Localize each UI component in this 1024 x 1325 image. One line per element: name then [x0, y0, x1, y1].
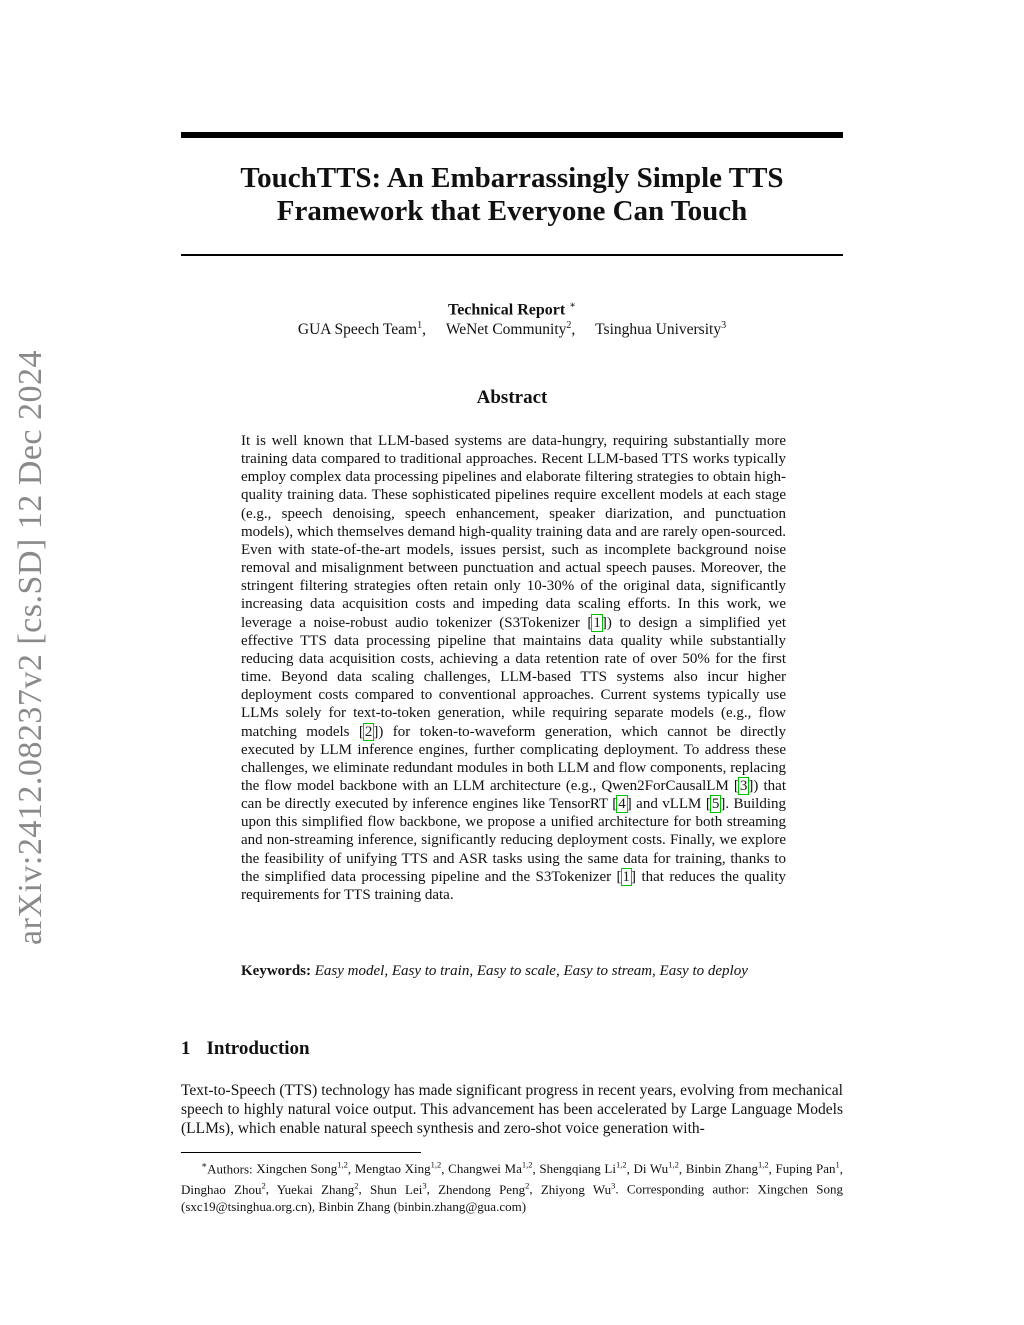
citation-link[interactable]: 2	[364, 723, 373, 740]
affiliations	[181, 320, 843, 339]
author-name: Xingchen Song$^{1,2}$	[256, 1160, 348, 1177]
author-name: Fuping Pan$^1$	[775, 1160, 840, 1177]
title-line-2: Framework that Everyone Can Touch	[276, 195, 748, 227]
section-title: Introduction	[206, 1038, 310, 1059]
citation-link[interactable]: 4	[618, 796, 626, 813]
report-type	[181, 300, 843, 319]
footnote: ∗Authors: Xingchen Song$^{1,2}$, Mengtao Xing$^{1,2}$, Changwei Ma$^{1,2}$, Shengqiang Li$^{1,2}$, Di Wu$^{1,2}$, Binbin Zhang$^{1,2}$, Fuping Pan$^1$, Dinghao Zhou$^2$, Yuekai Zhang$^2$, Shun Lei$^3$, Zhendong Peng$^2$, Zhiyong Wu$^3$. Corresponding author: Xingchen Song (sxc19@tsinghua.org.cn), Binbin Zhang (binbin.zhang@gua.com)	[181, 1160, 844, 1214]
citation-link[interactable]: 5	[711, 796, 720, 813]
title-line-1: TouchTTS: An Embarrassingly Simple TTS	[240, 162, 784, 194]
report-label: Technical Report	[448, 301, 566, 319]
keywords-label: Keywords:	[241, 963, 311, 979]
affiliation-2: Tsinghua University$^3$	[595, 320, 727, 339]
author-name: Shengqiang Li$^{1,2}$	[539, 1160, 627, 1177]
affiliation-0: GUA Speech Team$^1$,	[297, 320, 426, 339]
author-name: Zhendong Peng$^2$	[438, 1180, 530, 1197]
author-list: Xingchen Song$^{1,2}$, Mengtao Xing$^{1,2}$, Changwei Ma$^{1,2}$, Shengqiang Li$^{1,2}$, Di Wu$^{1,2}$, Binbin Zhang$^{1,2}$, Fuping Pan$^1$, Dinghao Zhou$^2$, Yuekai Zhang$^2$, Shun Lei$^3$, Zhendong Peng$^2$, Zhiyong Wu$^3$.	[181, 1160, 844, 1197]
corresponding-author: Corresponding author: Xingchen Song (sxc19@tsinghua.org.cn), Binbin Zhang (binbin.zhang@gua.com)	[181, 1181, 844, 1214]
report-footnote-mark[interactable]: ∗	[569, 300, 576, 311]
section-number: 1	[181, 1038, 191, 1059]
author-name: Yuekai Zhang$^2$	[276, 1180, 359, 1197]
title-top-rule	[181, 132, 843, 138]
author-name: Binbin Zhang$^{1,2}$	[685, 1160, 769, 1177]
author-name: Changwei Ma$^{1,2}$	[448, 1160, 533, 1177]
abstract-body: It is well known that LLM-based systems are data-hungry, requiring substantially more training data compared to traditional approaches. Recent LLM-based TTS works typically employ complex data processing pipelines and elaborate filtering strategies to obtain high-quality training data. These sophisticated pipelines require excellent models at each stage (e.g., speech denoising, speech enhancement, speaker diarization, and punctuation models), which themselves demand high-quality training data and are rarely open-sourced. Even with state-of-the-art models, issues persist, such as incomplete background noise removal and misalignment between punctuation and actual speech pauses. Moreover, the stringent filtering strategies often retain only 10-30% of the original data, significantly increasing data acquisition costs and impeding data scaling efforts. In this work, we leverage a noise-robust audio tokenizer (S3Tokenizer [1]) to design a simplified yet effective TTS data processing pipeline that maintains data quality while substantially reducing data acquisition costs, achieving a data retention rate of over 50% for the first time. Beyond data scaling challenges, LLM-based TTS systems also incur higher deployment costs compared to conventional approaches. Current systems typically use LLMs solely for text-to-token generation, while requiring separate models (e.g., flow matching models [2]) for token-to-waveform generation, which cannot be directly executed by LLM inference engines, further complicating deployment. To address these challenges, we eliminate redundant modules in both LLM and flow components, replacing the flow model backbone with an LLM architecture (e.g., Qwen2ForCausalLM [3]) that can be directly executed by inference engines like TensorRT [4] and vLLM [5]. Building upon this simplified flow backbone, we propose a unified architecture for both streaming and non-streaming inference, significantly reducing deployment costs. Finally, we explore the feasibility of unifying TTS and ASR tasks using the same data for training, thanks to the simplified data processing pipeline and the S3Tokenizer [1] that reduces the quality requirements for TTS training data.	[241, 433, 786, 903]
keywords	[241, 962, 786, 980]
footnote-rule	[181, 1152, 421, 1153]
author-name: Shun Lei$^3$	[370, 1180, 427, 1197]
abstract-heading: Abstract	[476, 387, 548, 408]
citation-link[interactable]: 1	[593, 614, 601, 631]
citation-link[interactable]: 1	[622, 868, 631, 885]
author-name: Zhiyong Wu$^3$	[540, 1180, 616, 1197]
author-name: Di Wu$^{1,2}$	[633, 1160, 679, 1177]
paper-title	[181, 162, 843, 228]
intro-paragraph: Text-to-Speech (TTS) technology has made significant progress in recent years, evolving from mechanical speech to highly natural voice output. This advancement has been accelerated by Large Language Models (LLMs), which enable natural speech synthesis and zero-shot voice generation with-	[181, 1082, 843, 1137]
author-name: Mengtao Xing$^{1,2}$	[354, 1160, 442, 1177]
arxiv-identifier: arXiv:2412.08237v2 [cs.SD] 12 Dec 2024	[12, 349, 49, 945]
title-bottom-rule	[181, 254, 843, 256]
section-heading	[181, 1038, 310, 1060]
author-name: Dinghao Zhou$^2$	[181, 1180, 266, 1197]
keywords-list: Easy model, Easy to train, Easy to scale, Easy to stream, Easy to deploy	[314, 963, 748, 979]
footnote-mark: ∗	[201, 1160, 208, 1170]
citation-link[interactable]: 3	[739, 777, 748, 794]
affiliation-1: WeNet Community$^2$,	[445, 320, 576, 339]
